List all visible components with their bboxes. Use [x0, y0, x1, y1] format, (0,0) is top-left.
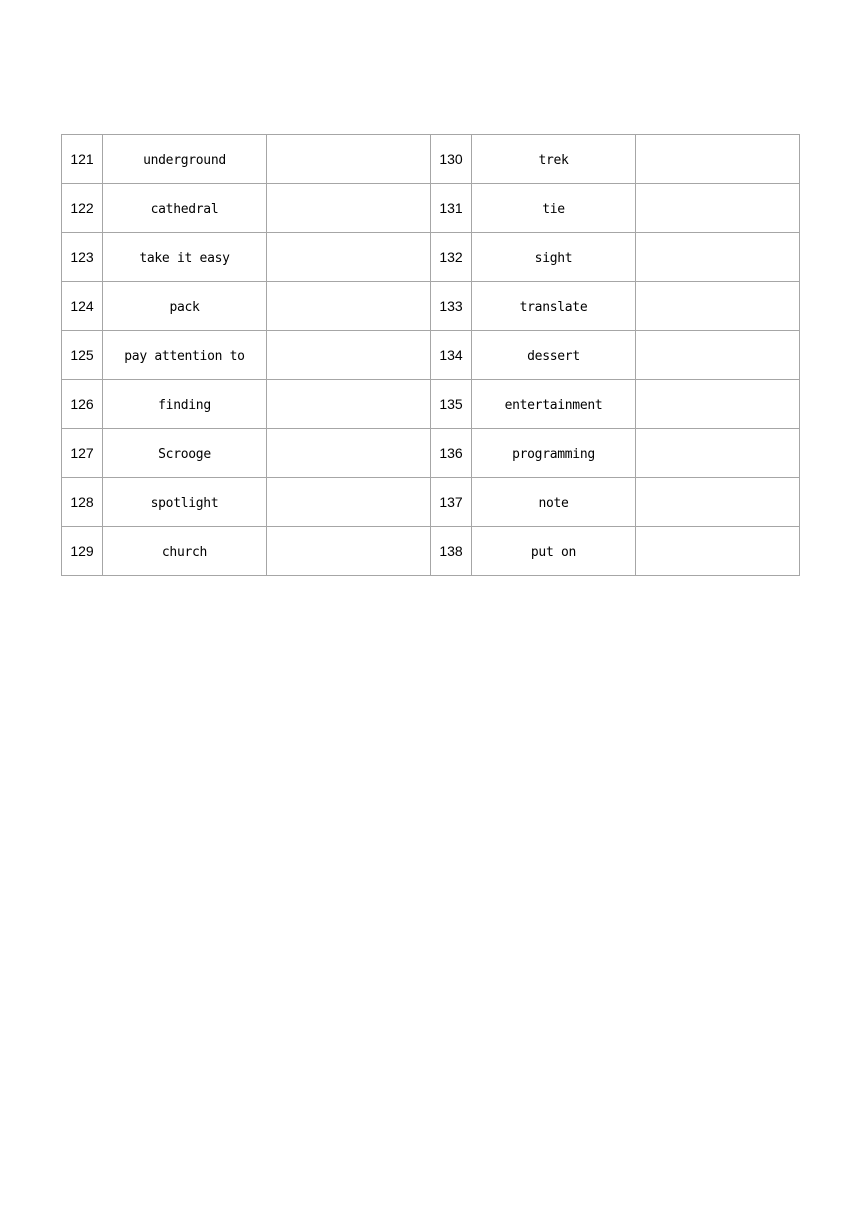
- table-row: [62, 184, 800, 233]
- answer-blank: [267, 478, 431, 527]
- item-number: 127: [62, 429, 103, 478]
- item-number: 124: [62, 282, 103, 331]
- item-number: 129: [62, 527, 103, 576]
- table-row: [62, 135, 800, 184]
- vocab-word: finding: [158, 397, 211, 413]
- item-number: 134: [431, 331, 472, 380]
- item-number: 131: [431, 184, 472, 233]
- vocabulary-table: [61, 134, 800, 576]
- vocab-word-cell: [472, 282, 636, 331]
- answer-blank: [636, 282, 800, 331]
- table-row: [62, 282, 800, 331]
- answer-blank: [636, 331, 800, 380]
- vocab-word-cell: [472, 184, 636, 233]
- vocab-word: underground: [143, 152, 226, 168]
- item-number: 128: [62, 478, 103, 527]
- answer-blank: [267, 429, 431, 478]
- answer-blank: [267, 233, 431, 282]
- item-number: 130: [431, 135, 472, 184]
- table-row: [62, 380, 800, 429]
- answer-blank: [636, 135, 800, 184]
- vocab-word: sight: [534, 250, 573, 266]
- vocab-word-cell: [103, 135, 267, 184]
- vocab-word-cell: [103, 429, 267, 478]
- vocab-word: put on: [530, 544, 577, 560]
- item-number: 133: [431, 282, 472, 331]
- answer-blank: [267, 135, 431, 184]
- vocab-word: Scrooge: [158, 446, 211, 462]
- vocab-word: trek: [538, 152, 569, 168]
- item-number: 125: [62, 331, 103, 380]
- vocab-word: pay attention to: [124, 348, 245, 364]
- vocab-word: translate: [519, 299, 588, 315]
- vocab-word: cathedral: [150, 201, 219, 217]
- vocab-word: programming: [512, 446, 595, 462]
- item-number: 123: [62, 233, 103, 282]
- vocab-word: entertainment: [504, 397, 603, 413]
- answer-blank: [267, 380, 431, 429]
- answer-blank: [636, 184, 800, 233]
- vocab-word-cell: [472, 331, 636, 380]
- vocab-word-cell: [103, 478, 267, 527]
- item-number: 137: [431, 478, 472, 527]
- vocab-word-cell: [103, 282, 267, 331]
- table-row: [62, 478, 800, 527]
- vocab-word-cell: [103, 184, 267, 233]
- table-row: [62, 233, 800, 282]
- vocab-word: tie: [542, 201, 565, 217]
- item-number: 135: [431, 380, 472, 429]
- vocab-word: note: [538, 495, 569, 511]
- vocab-word: pack: [169, 299, 200, 315]
- item-number: 136: [431, 429, 472, 478]
- vocab-word-cell: [472, 478, 636, 527]
- item-number: 126: [62, 380, 103, 429]
- vocab-word-cell: [472, 429, 636, 478]
- answer-blank: [636, 429, 800, 478]
- answer-blank: [636, 380, 800, 429]
- table-row: [62, 429, 800, 478]
- vocab-word-cell: [103, 233, 267, 282]
- vocab-word-cell: [472, 135, 636, 184]
- item-number: 138: [431, 527, 472, 576]
- answer-blank: [267, 282, 431, 331]
- answer-blank: [636, 233, 800, 282]
- answer-blank: [267, 331, 431, 380]
- answer-blank: [267, 184, 431, 233]
- answer-blank: [636, 478, 800, 527]
- item-number: 122: [62, 184, 103, 233]
- answer-blank: [636, 527, 800, 576]
- vocab-word-cell: [472, 233, 636, 282]
- vocab-word-cell: [103, 527, 267, 576]
- vocab-word: spotlight: [150, 495, 219, 511]
- vocab-word-cell: [103, 331, 267, 380]
- vocab-word: dessert: [527, 348, 580, 364]
- vocab-word-cell: [472, 527, 636, 576]
- vocab-word-cell: [103, 380, 267, 429]
- answer-blank: [267, 527, 431, 576]
- item-number: 121: [62, 135, 103, 184]
- table-row: [62, 331, 800, 380]
- item-number: 132: [431, 233, 472, 282]
- vocab-word: take it easy: [139, 250, 230, 266]
- vocab-word-cell: [472, 380, 636, 429]
- vocab-word: church: [161, 544, 208, 560]
- table-row: [62, 527, 800, 576]
